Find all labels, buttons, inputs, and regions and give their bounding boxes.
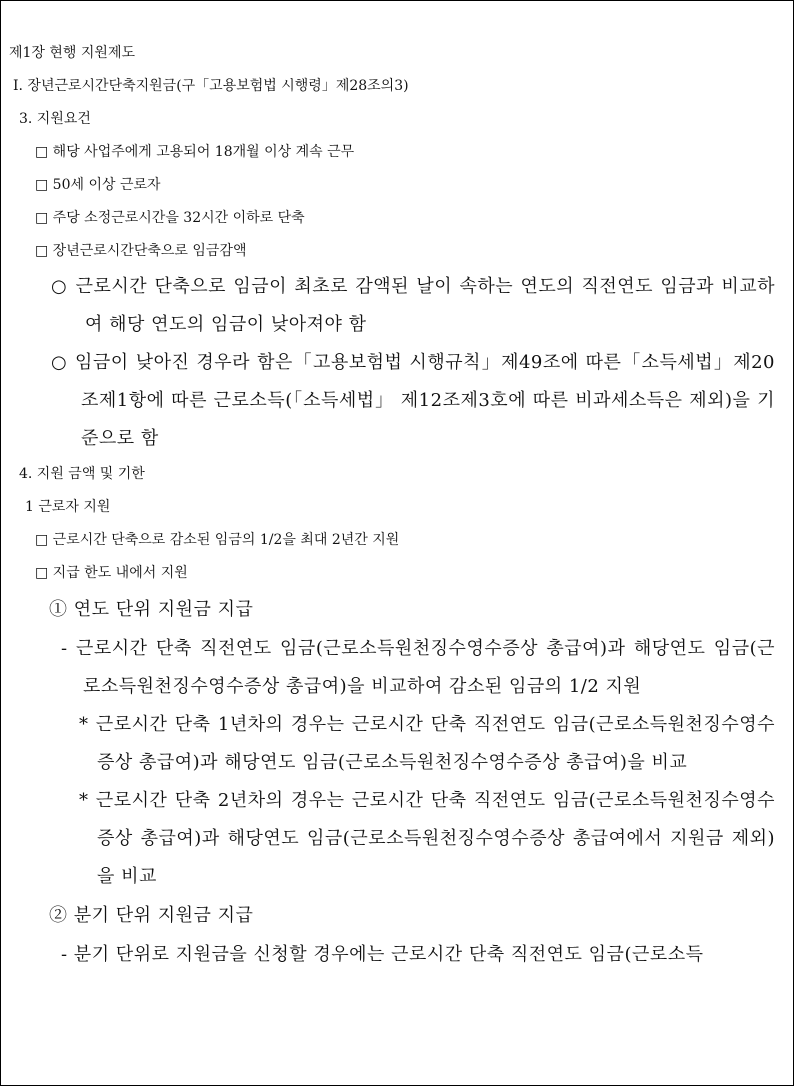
worker-support-heading: 1 근로자 지원 — [25, 499, 111, 515]
requirement-sub-item: ○ 근로시간 단축으로 임금이 최초로 감액된 날이 속하는 연도의 직전연도 임금과 비교하여 해당 연도의 임금이 낮아져야 함 — [51, 276, 775, 335]
support-heading: 4. 지원 금액 및 기한 — [19, 466, 145, 482]
requirement-item: □ 50세 이상 근로자 — [35, 177, 161, 193]
quarterly-payment-heading: ② 분기 단위 지원금 지급 — [49, 905, 254, 926]
requirements-heading: 3. 지원요건 — [19, 111, 91, 127]
requirement-sub-item: ○ 임금이 낮아진 경우라 함은「고용보험법 시행규칙」제49조에 따른「소득세법」제20조제1항에 따른 근로소득(「소득세법」 제12조제3호에 따른 비과세소득은 제외)을 기준으로 함 — [51, 352, 775, 449]
requirement-item: □ 해당 사업주에게 고용되어 18개월 이상 계속 근무 — [35, 144, 355, 160]
annual-payment-heading: ① 연도 단위 지원금 지급 — [49, 599, 254, 620]
annual-payment-note: * 근로시간 단축 2년차의 경우는 근로시간 단축 직전연도 임금(근로소득원천징수영수증상 총급여)과 해당연도 임금(근로소득원천징수영수증상 총급여에서 지원금 제외)을 비교 — [79, 790, 775, 887]
requirement-item: □ 주당 소정근로시간을 32시간 이하로 단축 — [35, 210, 305, 226]
annual-payment-detail: - 근로시간 단축 직전연도 임금(근로소득원천징수영수증상 총급여)과 해당연도 임금(근로소득원천징수영수증상 총급여)을 비교하여 감소된 임금의 1/2 지원 — [61, 638, 775, 697]
support-item: □ 근로시간 단축으로 감소된 임금의 1/2을 최대 2년간 지원 — [35, 532, 400, 548]
support-item: □ 지급 한도 내에서 지원 — [35, 565, 188, 581]
document-body — [1, 1, 793, 974]
annual-payment-note: * 근로시간 단축 1년차의 경우는 근로시간 단축 직전연도 임금(근로소득원천징수영수증상 총급여)과 해당연도 임금(근로소득원천징수영수증상 총급여)을 비교 — [79, 714, 775, 773]
section-title: Ⅰ. 장년근로시간단축지원금(구「고용보험법 시행령」제28조의3) — [13, 78, 409, 94]
requirement-item: □ 장년근로시간단축으로 임금감액 — [35, 243, 247, 259]
quarterly-payment-detail: - 분기 단위로 지원금을 신청할 경우에는 근로시간 단축 직전연도 임금(근로소득 — [61, 944, 704, 965]
chapter-title: 제1장 현행 지원제도 — [9, 45, 135, 61]
